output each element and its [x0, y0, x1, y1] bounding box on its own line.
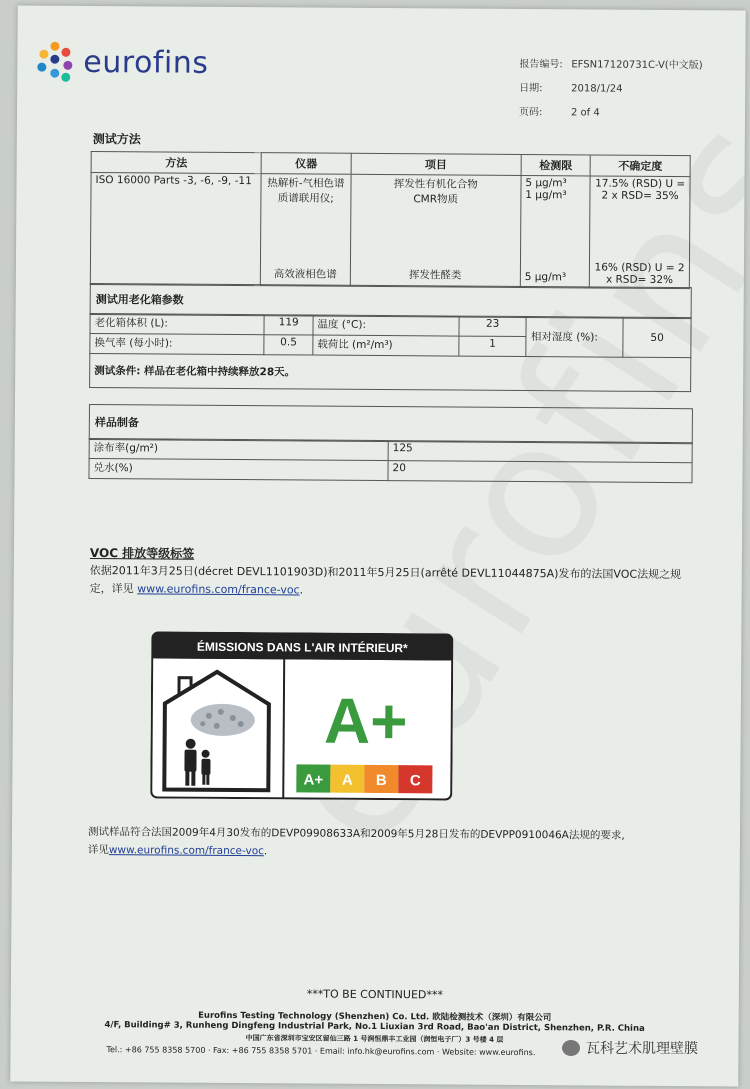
chamber-table	[89, 313, 692, 392]
col-header-uncertainty: 不确定度	[590, 155, 690, 177]
col-header-item: 项目	[351, 153, 521, 175]
limit-2: 5 μg/m³	[524, 271, 567, 284]
water-label: 兑水(%)	[89, 458, 388, 480]
to-be-continued: ***TO BE CONTINUED***	[306, 987, 443, 1002]
chamber-title: 测试用老化箱参数	[95, 293, 184, 307]
method-value: ISO 16000 Parts -3, -6, -9, -11	[95, 174, 252, 188]
uncertainty-1: 17.5% (RSD) U = 2 x RSD= 35%	[595, 177, 686, 203]
item-2: 挥发性醛类	[408, 269, 462, 282]
col-header-method: 方法	[91, 151, 261, 173]
instrument-cell	[260, 174, 350, 287]
report-no-label: 报告编号:	[519, 58, 563, 71]
eurofins-logo-text: eurofins	[83, 44, 209, 81]
grade-label-b: B	[375, 771, 387, 790]
rh-label: 相对湿度 (%):	[526, 317, 623, 358]
grade-label-c: C	[409, 772, 421, 790]
instrument-1: 热解析-气相色谱质谱联用仪;	[267, 177, 345, 205]
coat-value: 125	[388, 441, 692, 463]
rh-value: 50	[623, 317, 691, 357]
load-label: 载荷比 (m²/m³)	[313, 335, 459, 356]
report-date: 2018/1/24	[571, 83, 623, 95]
report-meta	[519, 53, 703, 126]
conform-suffix: .	[263, 845, 268, 858]
test-method-table	[90, 151, 691, 289]
col-header-instrument: 仪器	[261, 153, 351, 175]
wechat-name: 瓦科艺术肌理壁膜	[586, 1041, 698, 1057]
label-title: ÉMISSIONS DANS L'AIR INTÉRIEUR*	[196, 639, 408, 656]
instrument-2: 高效液相色谱	[273, 268, 337, 281]
coat-label: 涂布率(g/m²)	[89, 438, 388, 460]
sample-table	[88, 438, 692, 483]
air-label: 换气率 (每小时):	[90, 333, 265, 354]
limit-1: 5 μg/m³	[525, 177, 567, 190]
voc-emission-label	[150, 631, 453, 800]
volume-label: 老化箱体积 (L):	[90, 313, 265, 334]
air-value: 0.5	[264, 335, 313, 355]
temp-label: 温度 (°C):	[313, 315, 459, 336]
footer-company: Eurofins Testing Technology (Shenzhen) Co. Ltd. 欧陆检测技术（深圳）有限公司	[198, 1010, 552, 1024]
voc-line-1: 依据2011年3月25日(décret DEVL1101903D)和2011年5月25日(arrêté DEVL11044875A)发布的法国VOC法规之规	[89, 563, 682, 582]
volume-value: 119	[264, 315, 313, 335]
voc-line-2-suffix: .	[299, 583, 304, 597]
voc-link[interactable]: www.eurofins.com/france-voc	[137, 582, 300, 597]
grade-label-a-plus: A+	[303, 771, 324, 789]
load-value: 1	[459, 336, 527, 356]
report-no: EFSN17120731C-V(中文版)	[571, 59, 703, 72]
sample-title: 样品制备	[94, 416, 139, 430]
uncertainty-cell	[590, 176, 690, 289]
page-number: 2 of 4	[570, 107, 600, 119]
wechat-watermark	[562, 1038, 698, 1058]
table-row	[89, 458, 692, 482]
limit-1b: 1 μg/m³	[525, 189, 567, 202]
grade-letter: A+	[323, 684, 408, 758]
table-row	[90, 353, 691, 391]
table-row	[90, 172, 690, 288]
method-cell	[90, 172, 261, 285]
footer-address-cn: 中国广东省深圳市宝安区留仙三路 1 号润恒鼎丰工业园（润恒电子厂）3 号楼 4 层	[245, 1034, 504, 1044]
test-method-title: 测试方法	[92, 131, 141, 147]
col-header-limit: 检测限	[521, 154, 591, 175]
voc-line-2-prefix: 定，详见	[89, 581, 138, 596]
conform-line-1: 测试样品符合法国2009年4月30发布的DEVP09908633A和2009年5月28日发布的DEVPP0910046A法规的要求,	[87, 825, 625, 842]
conform-link[interactable]: www.eurofins.com/france-voc	[108, 844, 264, 858]
footer-contact: Tel.: +86 755 8358 5700 · Fax: +86 755 8358 5701 · Email: info.hk@eurofins.com · Website: www.eurofins.	[106, 1045, 536, 1058]
eurofins-logo	[35, 42, 208, 83]
page-label: 页码:	[518, 106, 543, 119]
footer-address-en: 4/F, Building# 3, Runheng Dingfeng Industrial Park, No.1 Liuxian 3rd Road, Bao'an District, Shenzhen, P.R. China	[104, 1020, 645, 1034]
item-cell	[350, 174, 521, 287]
conform-line-2-prefix: 详见	[87, 843, 109, 857]
grade-scale	[296, 764, 432, 793]
date-label: 日期:	[519, 82, 543, 95]
voc-title: VOC 排放等级标签	[89, 545, 195, 561]
item-1: 挥发性有机化合物 CMR物质	[393, 178, 478, 206]
document-page	[10, 5, 745, 1086]
conform-line-2	[88, 842, 268, 858]
grade-label-a: A	[341, 771, 353, 789]
temp-value: 23	[459, 316, 527, 336]
voc-line-2	[90, 580, 304, 597]
uncertainty-2: 16% (RSD) U = 2 x RSD= 32%	[594, 261, 685, 287]
limit-cell	[520, 175, 590, 287]
water-value: 20	[388, 461, 692, 483]
test-conditions: 测试条件: 样品在老化箱中持续释放28天。	[90, 353, 691, 391]
wechat-icon	[562, 1040, 580, 1056]
eurofins-logo-mark-icon	[35, 42, 75, 82]
